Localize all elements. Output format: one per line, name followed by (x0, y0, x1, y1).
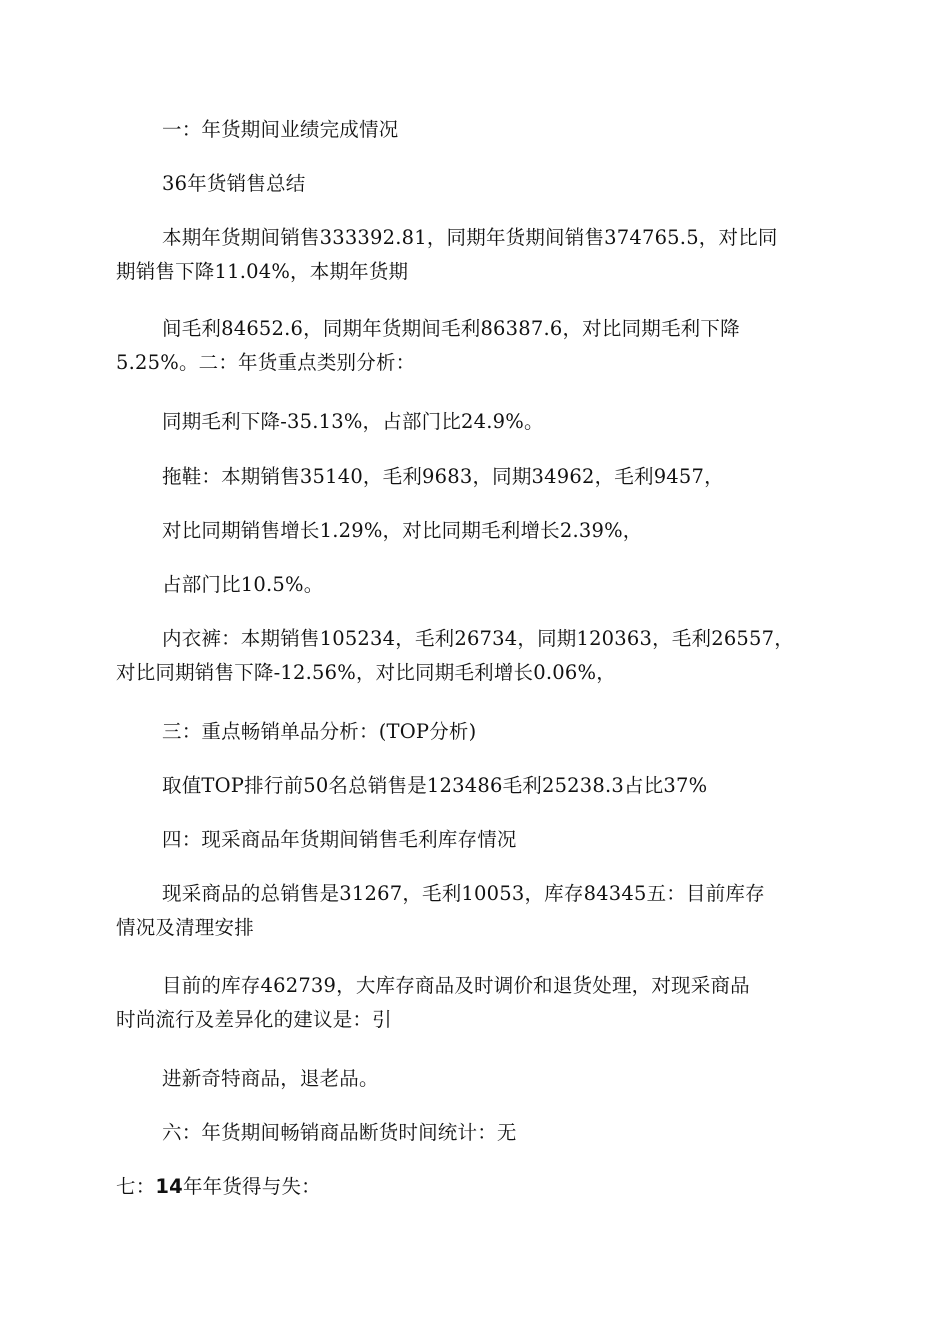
text-line: 现采商品的总销售是31267，毛利10053，库存84345五：目前库存 (162, 882, 765, 905)
text-line: 期销售下降11.04%，本期年货期 (116, 260, 409, 283)
text-line: 进新奇特商品，退老品。 (162, 1067, 379, 1090)
paragraph-slippers-share (116, 568, 836, 602)
section-7-suffix: 年年货得与失： (182, 1175, 321, 1198)
text-line: 本期年货期间销售333392.81，同期年货期间销售374765.5，对比同 (162, 226, 778, 249)
paragraph-margin-comparison (116, 312, 836, 380)
paragraph-section-1-heading (116, 113, 836, 147)
text-line: 情况及清理安排 (116, 916, 254, 939)
paragraph-margin-decline (116, 405, 836, 439)
text-line: 对比同期销售增长1.29%，对比同期毛利增长2.39%， (162, 519, 643, 542)
section-7-prefix: 七： (116, 1175, 156, 1198)
text-line: 一：年货期间业绩完成情况 (162, 118, 399, 141)
paragraph-section-3-heading (116, 715, 836, 749)
paragraph-slippers (116, 460, 836, 494)
text-line: 三：重点畅销单品分析：(TOP分析) (162, 720, 477, 743)
section-7-number: 14 (155, 1175, 183, 1198)
text-line: 间毛利84652.6，同期年货期间毛利86387.6，对比同期毛利下降 (162, 317, 740, 340)
text-line: 内衣裤：本期销售105234，毛利26734，同期120363，毛利26557， (162, 627, 794, 650)
paragraph-section-7-heading (116, 1170, 836, 1204)
paragraph-top50 (116, 769, 836, 803)
paragraph-new-products (116, 1062, 836, 1096)
text-line: 占部门比10.5%。 (162, 573, 324, 596)
text-line: 拖鞋：本期销售35140，毛利9683，同期34962，毛利9457， (162, 465, 724, 488)
text-line: 四：现采商品年货期间销售毛利库存情况 (162, 828, 517, 851)
paragraph-sales-comparison (116, 221, 836, 289)
text-line: 36年货销售总结 (162, 172, 306, 195)
paragraph-section-6-heading (116, 1116, 836, 1150)
paragraph-slippers-growth (116, 514, 836, 548)
text-line: 取值TOP排行前50名总销售是123486毛利25238.3占比37% (162, 774, 708, 797)
text-line: 六：年货期间畅销商品断货时间统计：无 (162, 1121, 517, 1144)
text-line (116, 1170, 836, 1204)
text-line: 对比同期销售下降-12.56%，对比同期毛利增长0.06%， (116, 661, 616, 684)
text-line: 目前的库存462739，大库存商品及时调价和退货处理，对现采商品 (162, 974, 750, 997)
text-line: 时尚流行及差异化的建议是：引 (116, 1008, 392, 1031)
paragraph-section-4-heading (116, 823, 836, 857)
paragraph-underwear (116, 622, 836, 690)
paragraph-current-purchase (116, 877, 836, 945)
paragraph-summary-title (116, 167, 836, 201)
text-line: 5.25%。二：年货重点类别分析： (116, 351, 416, 374)
text-line: 同期毛利下降-35.13%，占部门比24.9%。 (162, 410, 544, 433)
paragraph-inventory (116, 969, 836, 1037)
